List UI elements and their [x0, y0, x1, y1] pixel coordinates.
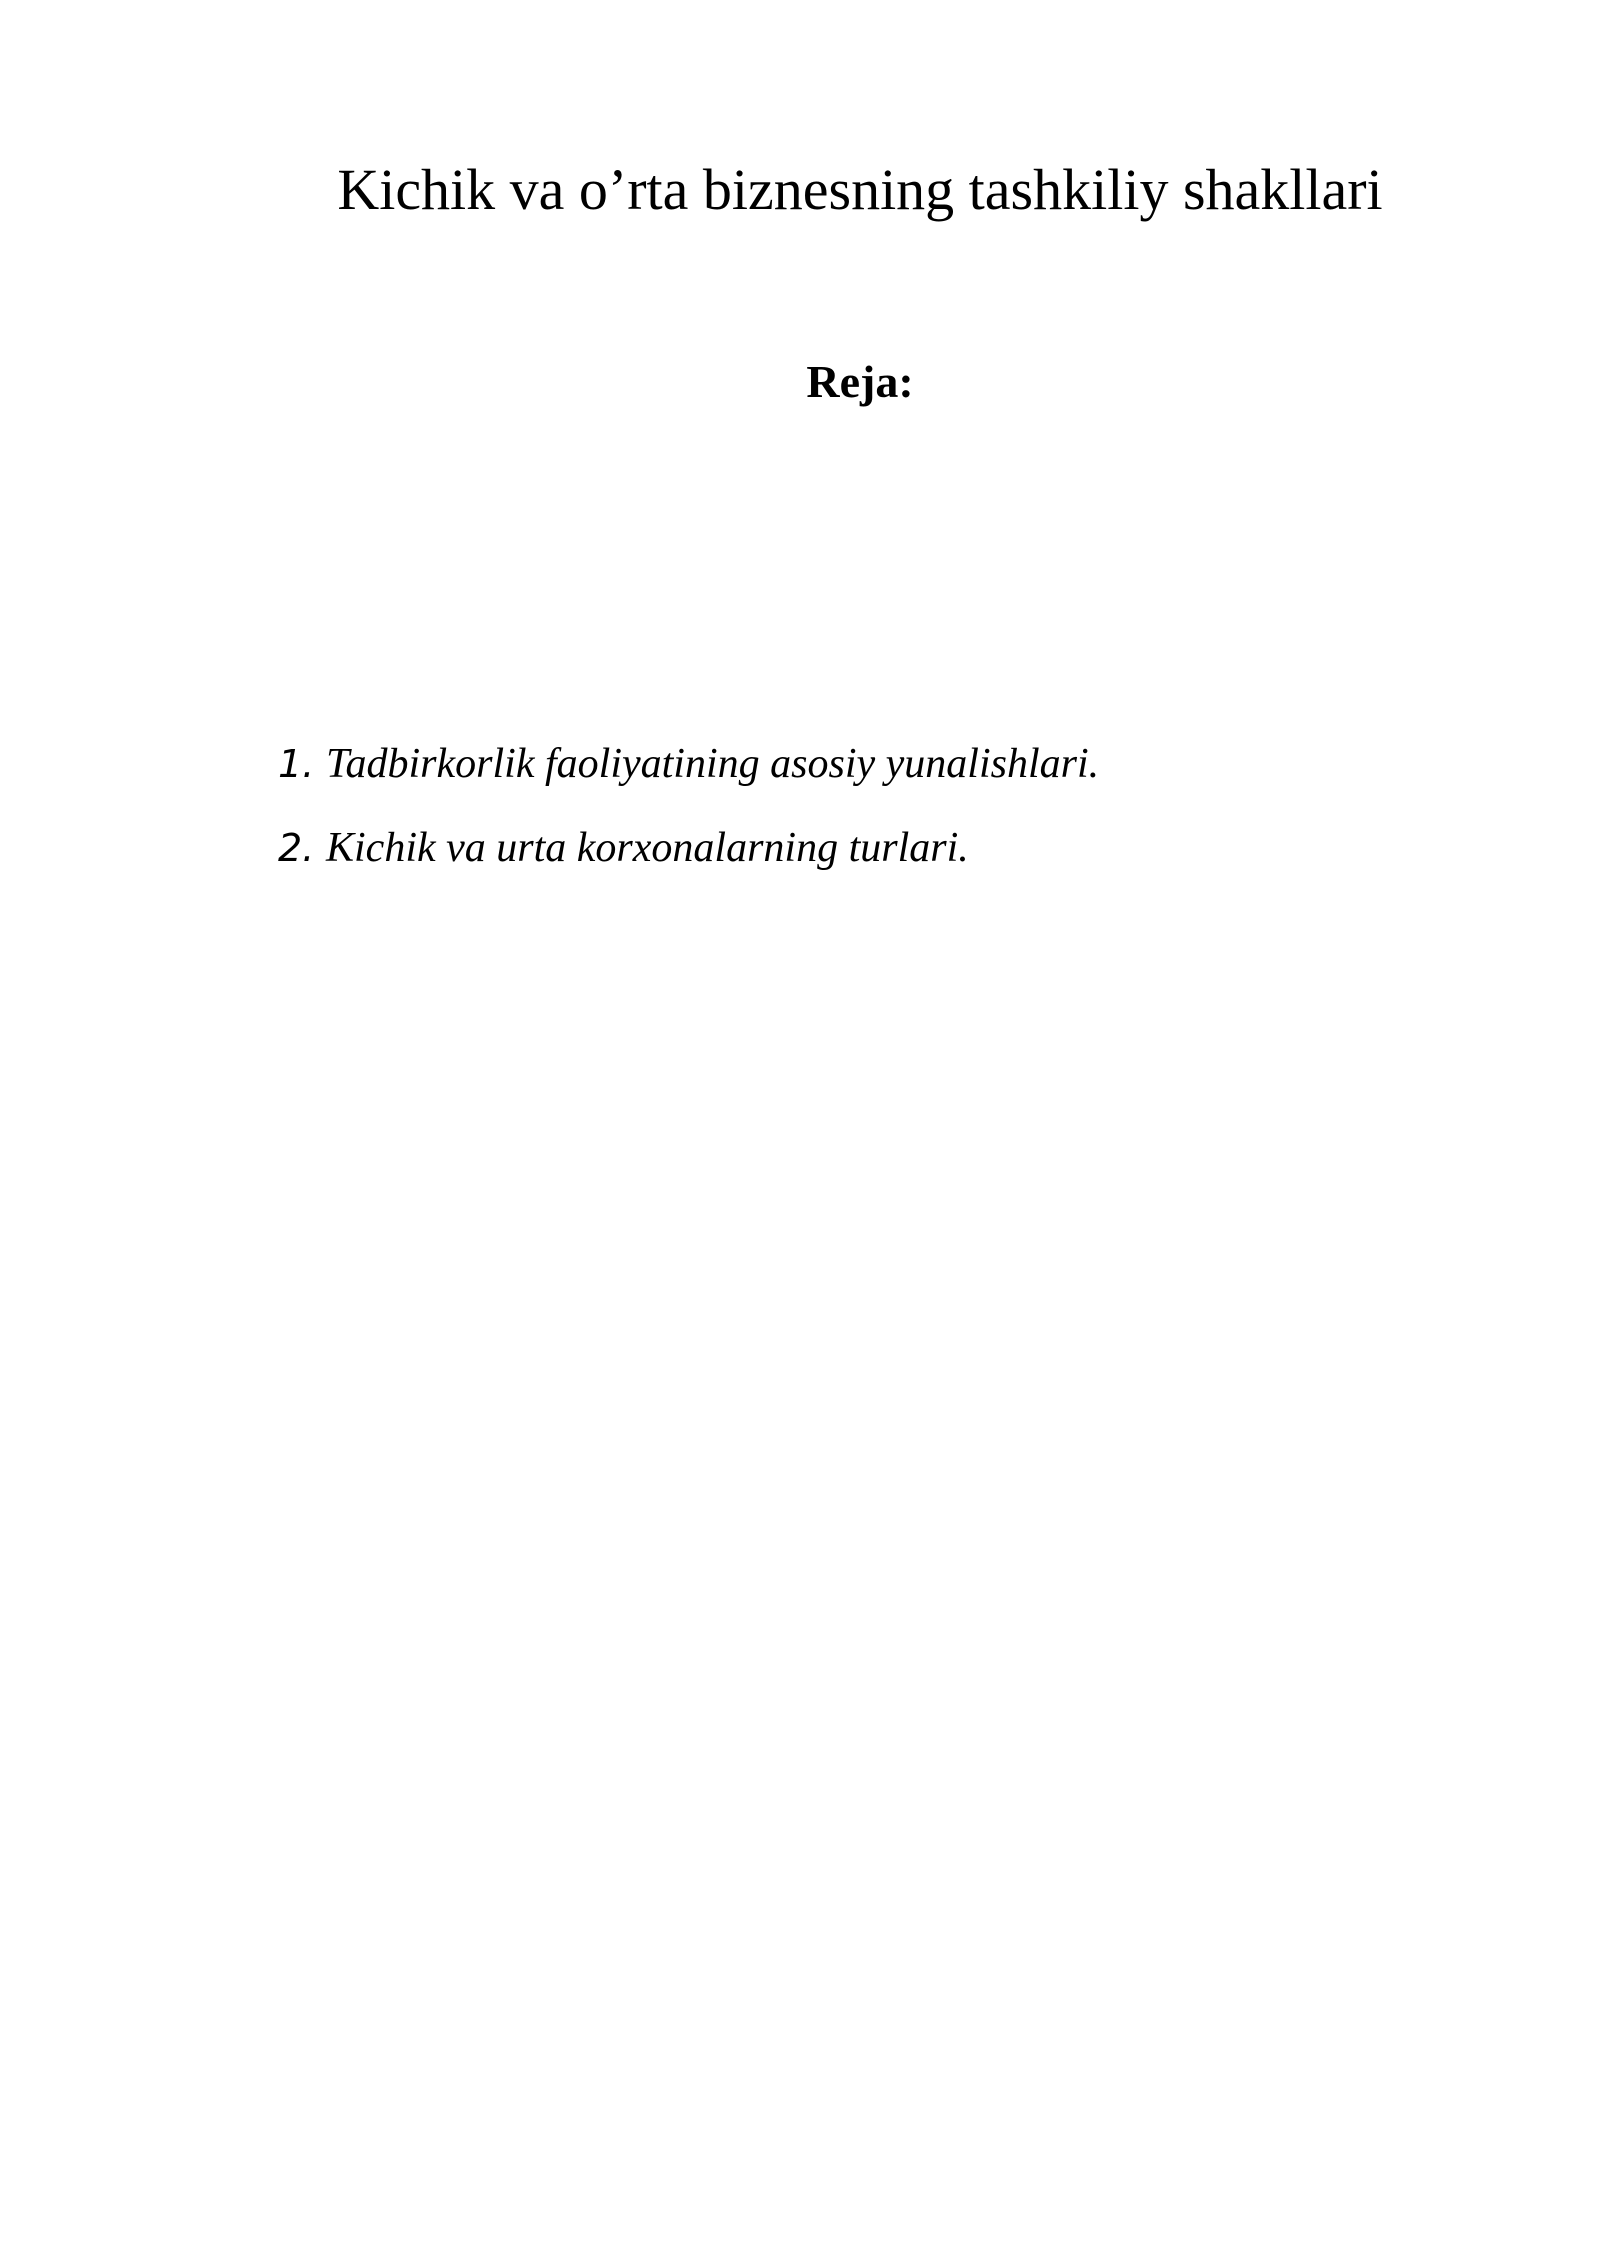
plan-item-2 [278, 824, 1099, 908]
plan-list [278, 740, 1099, 908]
document-title: Kichik va o’rta biznesning tashkiliy shakllari [337, 157, 1383, 222]
plan-item-number: 2. [278, 826, 315, 870]
plan-item-text: Tadbirkorlik faoliyatining asosiy yunalishlari. [326, 741, 1100, 787]
plan-item-1 [278, 740, 1099, 824]
plan-item-number: 1. [278, 742, 315, 786]
plan-heading: Reja: [806, 356, 914, 407]
plan-item-text: Kichik va urta korxonalarning turlari. [326, 825, 969, 871]
